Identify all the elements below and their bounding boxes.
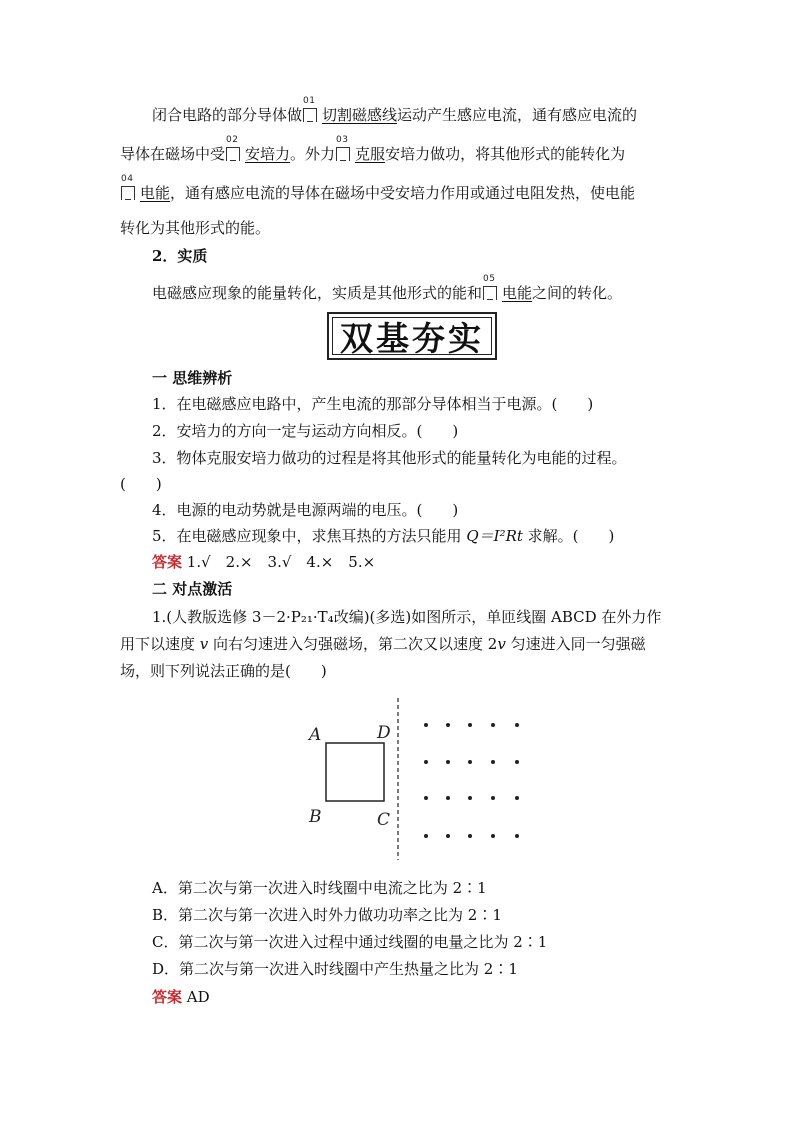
question-2: 2．安培力的方向一定与运动方向相反。( ) (152, 422, 459, 440)
problem-1-line-1: 1.(人教版选修 3－2·P₂₁·T₄改编)(多选)如图所示，单匝线圈 ABCD 在外力作 (152, 608, 662, 626)
intro-text: 转化为其他形式的能。 (120, 219, 271, 237)
blank-marker-icon: 03 (335, 143, 353, 163)
formula: Q＝I²Rt (466, 527, 523, 545)
problem-1-line-2: 用下以速度 v 向右匀速进入匀强磁场，第二次又以速度 2v 匀速进入同一匀强磁 (120, 635, 646, 653)
option-b: B．第二次与第一次进入时外力做功功率之比为 2∶1 (152, 906, 502, 924)
answer-text: 1.√ 2.× 3.√ 4.× 5.× (182, 553, 376, 571)
coil-magnetic-field-figure (290, 688, 540, 870)
intro-line-4 (0, 218, 794, 238)
coil-square (326, 743, 384, 801)
essence-heading: 2．实质 (152, 247, 208, 265)
blank-marker-icon: 04 (120, 182, 138, 202)
intro-text: 运动产生感应电流，通有感应电流的 (397, 106, 638, 124)
label-a: A (309, 725, 322, 745)
question-3: 3．物体克服安培力做功的过程是将其他形式的能量转化为电能的过程。 (152, 449, 627, 467)
intro-line-3 (0, 174, 794, 203)
problem-1-line-3: 场，则下列说法正确的是( ) (120, 662, 327, 680)
section-title-box (327, 312, 497, 360)
blank-marker-icon: 05 (482, 282, 500, 302)
essence-line (0, 274, 794, 303)
magnetic-field-dots (424, 723, 519, 838)
intro-line-2 (0, 135, 794, 164)
question-1: 1．在电磁感应电路中，产生电流的那部分导体相当于电源。( ) (152, 395, 594, 413)
answer-text: AD (182, 988, 210, 1006)
fill-term: 安培力 (245, 145, 291, 163)
answer-2 (0, 987, 794, 1007)
answer-1 (0, 552, 794, 572)
answer-label: 答案 (152, 553, 183, 571)
intro-line-1 (0, 96, 794, 125)
fill-term: 克服 (355, 145, 386, 163)
intro-text: 安培力做功，将其他形式的能转化为 (385, 145, 626, 163)
part1-heading: 一 思维辨析 (152, 369, 233, 387)
intro-text: 。外力 (290, 145, 336, 163)
answer-label: 答案 (152, 988, 183, 1006)
label-d: D (377, 723, 391, 743)
question-5: 5．在电磁感应现象中，求焦耳热的方法只能用 Q＝I²Rt 求解。( ) (152, 527, 615, 545)
label-b: B (309, 807, 322, 827)
label-c: C (377, 810, 391, 830)
blank-marker-icon: 01 (302, 104, 320, 124)
option-a: A．第二次与第一次进入时线圈中电流之比为 2∶1 (152, 879, 487, 897)
blank-marker-icon: 02 (225, 143, 243, 163)
section-title: 双基夯实 (332, 317, 492, 355)
question-3-blank: ( ) (120, 475, 162, 493)
essence-text: 电磁感应现象的能量转化，实质是其他形式的能和 (152, 284, 483, 302)
intro-text: 导体在磁场中受 (120, 145, 226, 163)
essence-text: 之间的转化。 (532, 284, 623, 302)
fill-term: 切割磁感线 (322, 106, 398, 124)
option-d: D．第二次与第一次进入时线圈中产生热量之比为 2∶1 (152, 960, 518, 978)
part2-heading: 二 对点激活 (152, 580, 233, 598)
question-4: 4．电源的电动势就是电源两端的电压。( ) (152, 501, 459, 519)
intro-text: ，通有感应电流的导体在磁场中受安培力作用或通过电阻发热，使电能 (170, 184, 636, 202)
intro-text: 闭合电路的部分导体做 (152, 106, 303, 124)
option-c: C．第二次与第一次进入过程中通过线圈的电量之比为 2∶1 (152, 933, 548, 951)
fill-term: 电能 (502, 284, 533, 302)
fill-term: 电能 (140, 184, 171, 202)
